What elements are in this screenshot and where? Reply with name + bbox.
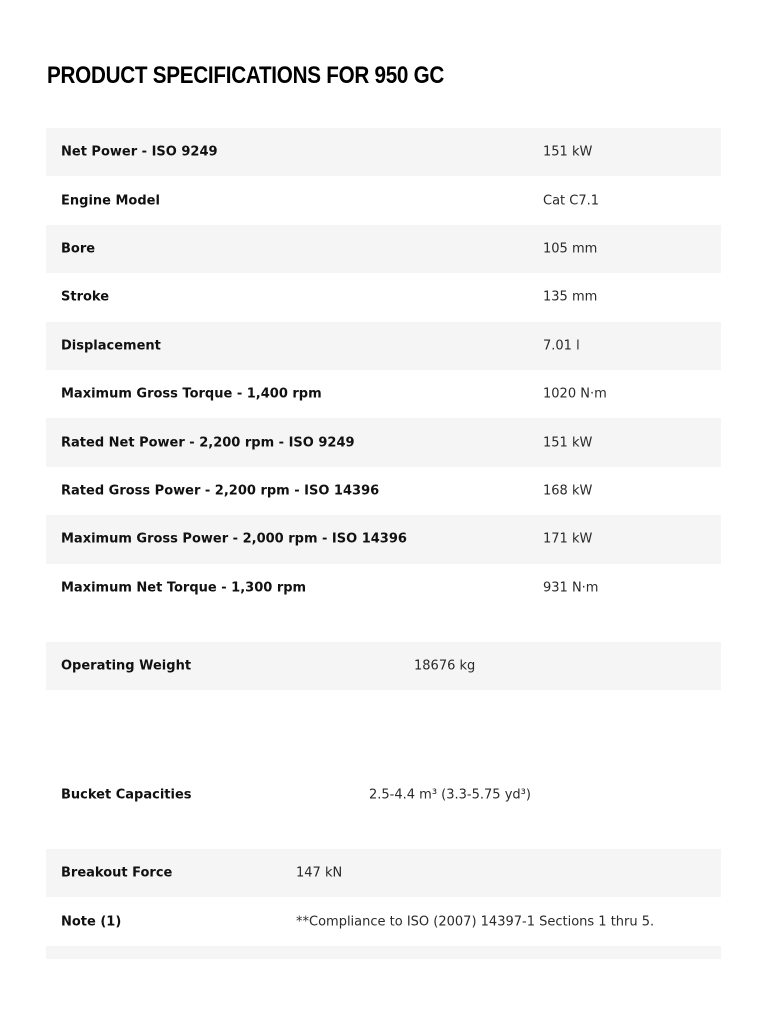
spec-value: 151 kW	[543, 435, 593, 451]
spec-value: 931 N·m	[543, 580, 599, 596]
spec-label: Operating Weight	[61, 658, 192, 674]
spec-value: 7.01 l	[543, 338, 580, 354]
spec-row	[46, 515, 721, 563]
spec-row	[46, 176, 721, 224]
engine-specs-table	[46, 128, 721, 612]
spec-value: **Compliance to ISO (2007) 14397-1 Sections 1 thru 5.	[296, 914, 655, 930]
spec-label: Bucket Capacities	[61, 787, 192, 803]
page-title: PRODUCT SPECIFICATIONS FOR 950 GC	[47, 62, 445, 89]
spec-label: Bore	[61, 241, 96, 257]
spec-label: Breakout Force	[61, 865, 173, 881]
spec-label: Maximum Net Torque - 1,300 rpm	[61, 580, 307, 596]
breakout-specs-table	[46, 849, 721, 959]
spec-row	[46, 273, 721, 321]
spec-row-partial	[46, 946, 721, 959]
spec-row	[46, 225, 721, 273]
spec-value: 168 kW	[543, 483, 593, 499]
spec-label: Engine Model	[61, 193, 160, 209]
spec-row	[46, 897, 721, 945]
spec-row	[46, 418, 721, 466]
spec-label: Rated Net Power - 2,200 rpm - ISO 9249	[61, 435, 355, 451]
spec-value: 105 mm	[543, 241, 598, 257]
spec-label: Note (1)	[61, 914, 122, 930]
spec-value: 18676 kg	[414, 658, 476, 674]
spec-label: Net Power - ISO 9249	[61, 144, 218, 160]
spec-label: Maximum Gross Power - 2,000 rpm - ISO 14396	[61, 531, 407, 547]
spec-value: 151 kW	[543, 144, 593, 160]
spec-row	[46, 370, 721, 418]
spec-label: Rated Gross Power - 2,200 rpm - ISO 14396	[61, 483, 380, 499]
bucket-specs-table	[46, 771, 721, 819]
spec-row	[46, 467, 721, 515]
weight-specs-table	[46, 642, 721, 690]
spec-label: Maximum Gross Torque - 1,400 rpm	[61, 386, 322, 402]
spec-value: 1020 N·m	[543, 386, 607, 402]
spec-value: 135 mm	[543, 289, 598, 305]
spec-value: 2.5-4.4 m³ (3.3-5.75 yd³)	[369, 787, 531, 803]
spec-row	[46, 128, 721, 176]
spec-value: Cat C7.1	[543, 193, 600, 209]
spec-value: 171 kW	[543, 531, 593, 547]
spec-row	[46, 322, 721, 370]
spec-value: 147 kN	[296, 865, 343, 881]
spec-row	[46, 642, 721, 690]
spec-label: Stroke	[61, 289, 110, 305]
spec-row	[46, 771, 721, 819]
spec-row	[46, 564, 721, 612]
spec-row	[46, 849, 721, 897]
spec-label: Displacement	[61, 338, 161, 354]
